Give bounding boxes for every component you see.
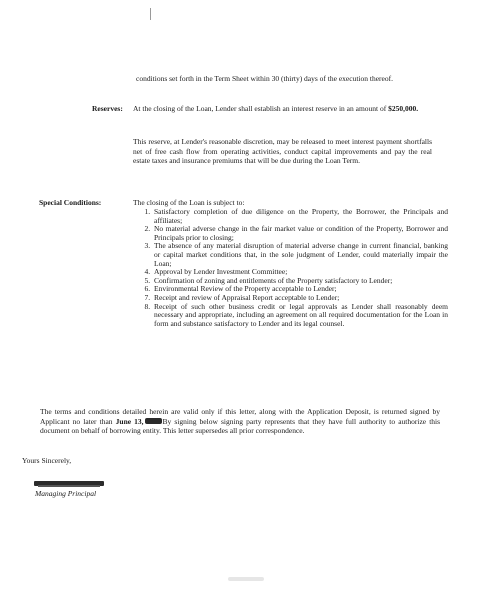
salutation: Yours Sincerely, — [22, 456, 72, 465]
signer-title: Managing Principal — [35, 489, 97, 498]
terms-text-part2: By signing below signing party represents that they have full authority to authorize this document on behalf of borrowing entity. This letter supersedes all prior correspondence. — [40, 416, 441, 436]
deadline-date: June 13, — [115, 416, 144, 426]
continuation-text: conditions set forth in the Term Sheet within 30 (thirty) days of the execution thereof. — [136, 74, 393, 83]
signature-underline — [38, 485, 100, 487]
condition-item: 4. Approval by Lender Investment Committee; — [152, 268, 448, 277]
condition-item: 1. Satisfactory completion of due diligence on the Property, the Borrower, the Principals and affiliates; — [152, 208, 448, 225]
condition-item: 7. Receipt and review of Appraisal Report acceptable to Lender; — [152, 294, 448, 303]
terms-text-part1: The terms and conditions detailed herein are valid only if this letter, along with the Application Deposit, is returned signed by Applicant no later than — [40, 407, 440, 426]
reserves-label: Reserves: — [92, 104, 123, 113]
condition-item: 3. The absence of any material disruption of material adverse change in current financial, banking or capital market conditions that, in the sole judgment of Lender, could materially impair the Loan; — [152, 242, 448, 268]
fold-mark — [150, 8, 151, 20]
redacted-year — [145, 418, 162, 424]
special-conditions-intro: The closing of the Loan is subject to: — [133, 198, 245, 207]
condition-item: 6. Environmental Review of the Property acceptable to Lender; — [152, 285, 448, 294]
reserves-sentence: At the closing of the Loan, Lender shall establish an interest reserve in an amount of — [133, 104, 387, 113]
scan-smudge — [228, 577, 264, 581]
condition-item: 5. Confirmation of zoning and entitlements of the Property satisfactory to Lender; — [152, 277, 448, 286]
reserves-paragraph — [133, 104, 432, 114]
condition-item: 8. Receipt of such other business credit or legal approvals as Lender shall reasonably deem necessary and appropriate, including an agreement on all required documentation for the Loan in form and substance satisfactory to Lender and its legal counsel. — [152, 303, 448, 329]
special-conditions-label: Special Conditions: — [39, 198, 102, 207]
reserves-release-paragraph: This reserve, at Lender's reasonable discretion, may be released to meet interest payment shortfalls net of free cash flow from operating activities, conduct capital improvements and pay the real estate taxes and insurance premiums that will be due during the Loan Term. — [133, 137, 432, 166]
reserve-amount: $250,000. — [388, 104, 419, 113]
condition-item: 2. No material adverse change in the fair market value or condition of the Property, Borrower and Principals prior to closing; — [152, 225, 448, 242]
terms-paragraph — [40, 407, 440, 436]
special-conditions-list — [136, 208, 448, 328]
